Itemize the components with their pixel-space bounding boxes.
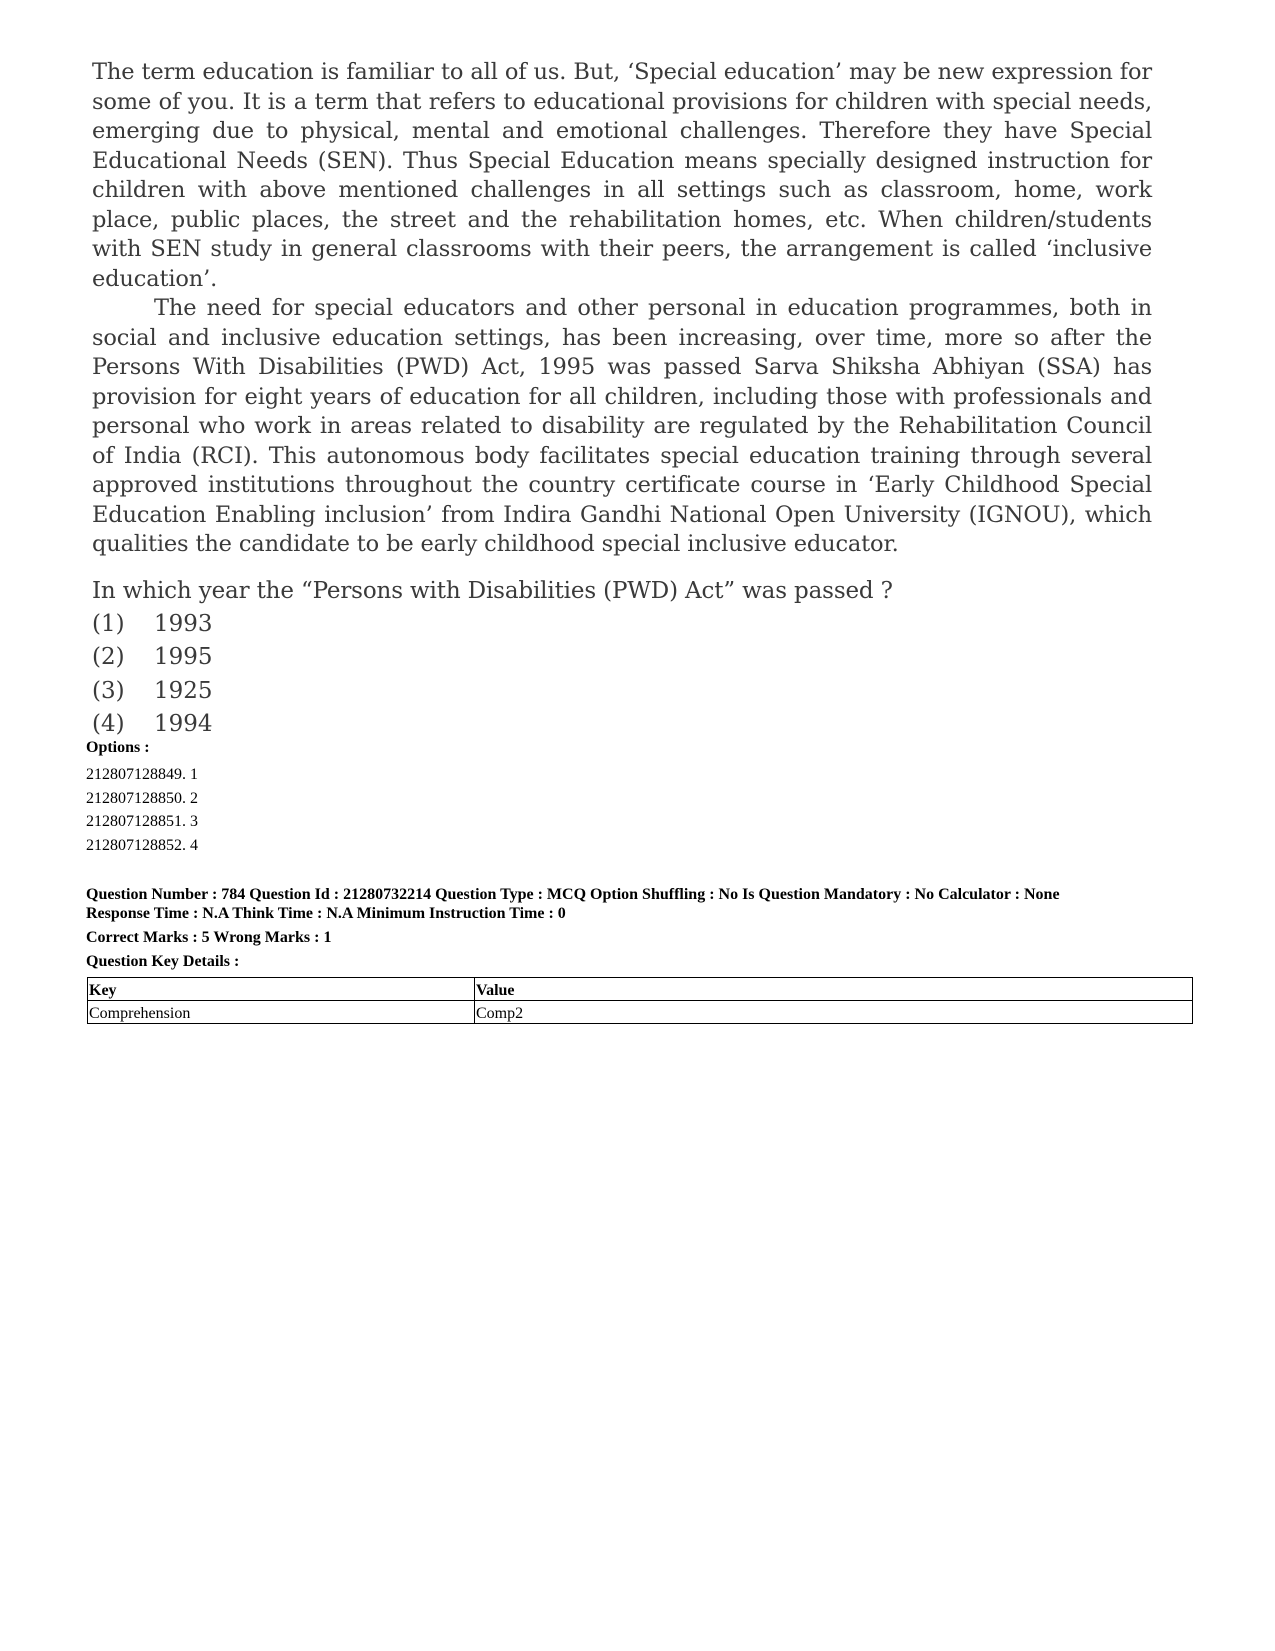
passage-paragraph-1: The term education is familiar to all of us. But, ‘Special education’ may be new expression for some of you. It is a term that refers to educational provisions for children with special needs, emerging due to physical, mental and emotional challenges. Therefore they have Special Educational Needs (SEN). Thus Special Education means specially designed instruction for children with above mentioned challenges in all settings such as classroom, home, work place, public places, the street and the rehabilitation homes, etc. When children/students with SEN study in general classrooms with their peers, the arrangement is called ‘inclusive education’. (92, 59, 1152, 292)
choice-item (92, 608, 1152, 642)
choice-value: 1995 (154, 644, 213, 670)
choice-item (92, 708, 1152, 742)
table-row (88, 1001, 1193, 1024)
choice-number: (3) (92, 677, 125, 704)
key-details-label: Question Key Details : (86, 953, 240, 970)
option-item: 212807128852. 4 (86, 836, 198, 854)
choice-value: 1925 (154, 677, 213, 704)
cell-value: Comp2 (475, 1001, 1193, 1024)
choice-number: (4) (92, 711, 125, 737)
option-item: 212807128850. 2 (86, 789, 198, 807)
question-info (86, 885, 1186, 923)
option-item: 212807128851. 3 (86, 813, 198, 830)
key-details-table (87, 977, 1193, 1024)
choice-value: 1993 (154, 610, 213, 637)
choice-list (92, 608, 1152, 742)
question-info-line-1: Question Number : 784 Question Id : 21280732214 Question Type : MCQ Option Shuffling : No Is Question Mandatory : No Calculator : None (86, 886, 1060, 903)
cell-key: Comprehension (88, 1001, 475, 1024)
options-label: Options : (86, 739, 150, 756)
question-info-line-2: Response Time : N.A Think Time : N.A Minimum Instruction Time : 0 (86, 905, 566, 922)
header-key: Key (88, 978, 475, 1001)
marks-info: Correct Marks : 5 Wrong Marks : 1 (86, 929, 332, 946)
choice-number: (2) (92, 644, 125, 670)
choice-item (92, 675, 1152, 709)
header-value: Value (475, 978, 1193, 1001)
choice-number: (1) (92, 610, 125, 637)
table-header-row (88, 978, 1193, 1001)
option-item: 212807128849. 1 (86, 766, 198, 783)
options-list (86, 763, 1186, 857)
passage-image (92, 58, 1152, 742)
passage-paragraph-2: The need for special educators and other personal in education programmes, both in social and inclusive education settings, has been increasing, over time, more so after the Persons With Disabilities (PWD) Act, 1995 was passed Sarva Shiksha Abhiyan (SSA) has provision for eight years of education for all children, including those with professionals and personal who work in areas related to disability are regulated by the Rehabilitation Council of India (RCI). This autonomous body facilitates special education training through several approved institutions throughout the country certificate course in ‘Early Childhood Special Education Enabling inclusion’ from Indira Gandhi National Open University (IGNOU), which qualities the candidate to be early childhood special inclusive educator. (92, 295, 1152, 557)
choice-value: 1994 (154, 711, 213, 737)
question-text: In which year the “Persons with Disabilities (PWD) Act” was passed ? (92, 577, 893, 604)
choice-item (92, 641, 1152, 675)
